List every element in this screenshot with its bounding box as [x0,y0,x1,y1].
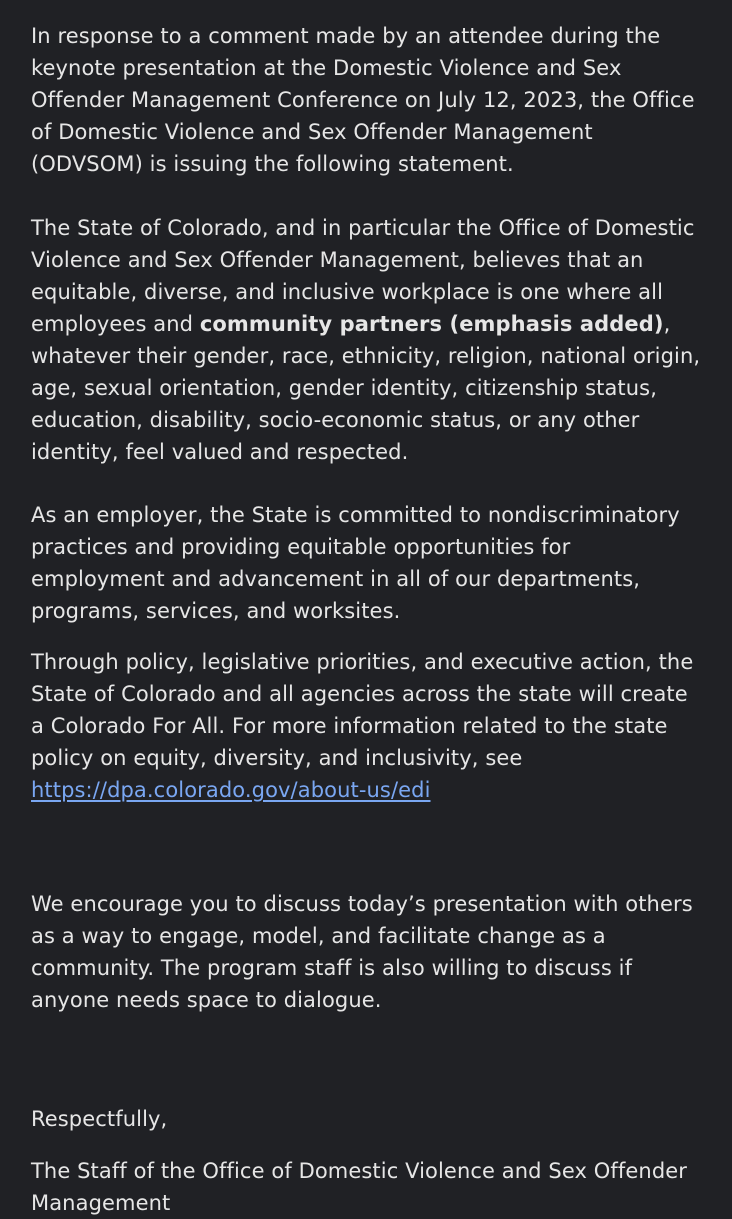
edi-link[interactable]: https://dpa.colorado.gov/about-us/edi [31,778,431,802]
paragraph-encourage [31,888,702,1016]
policy-text-start: The State of Colorado, and in particular the Office of Domestic Violence and Sex Offender Management, believes that an equitable, diverse, and inclusive workplace is one where all employees and [31,216,695,336]
signature [31,1155,702,1219]
paragraph-policy [31,212,702,468]
intro-text: In response to a comment made by an attendee during the keynote presentation at the Domestic Violence and Sex Offender Management Conference on July 12, 2023, the Office of Domestic Violence and Sex Offender Management (ODVSOM) is issuing the following statement. [31,24,695,176]
paragraph-employer [31,499,702,627]
encourage-text: We encourage you to discuss today’s presentation with others as a way to engage, model, and facilitate change as a community. The program staff is also willing to discuss if anyone needs space to dialogue. [31,892,693,1012]
paragraph-colorado-for-all [31,646,702,806]
policy-emphasis: community partners (emphasis added) [199,312,664,336]
closing-line [31,1103,702,1135]
signature-text: The Staff of the Office of Domestic Violence and Sex Offender Management [31,1159,688,1215]
paragraph-intro [31,20,702,180]
policy-text-end: , whatever their gender, race, ethnicity, religion, national origin, age, sexual orientation, gender identity, citizenship status, education, disability, socio-economic status, or any other identity, feel valued and respected. [31,312,701,464]
colorado-for-all-text: Through policy, legislative priorities, and executive action, the State of Colorado and all agencies across the state will create a Colorado For All. For more information related to the state policy on equity, diversity, and inclusivity, see [31,650,694,770]
closing-text: Respectfully, [31,1107,168,1131]
employer-text: As an employer, the State is committed to nondiscriminatory practices and providing equitable opportunities for employment and advancement in all of our departments, programs, services, and worksites. [31,503,680,623]
